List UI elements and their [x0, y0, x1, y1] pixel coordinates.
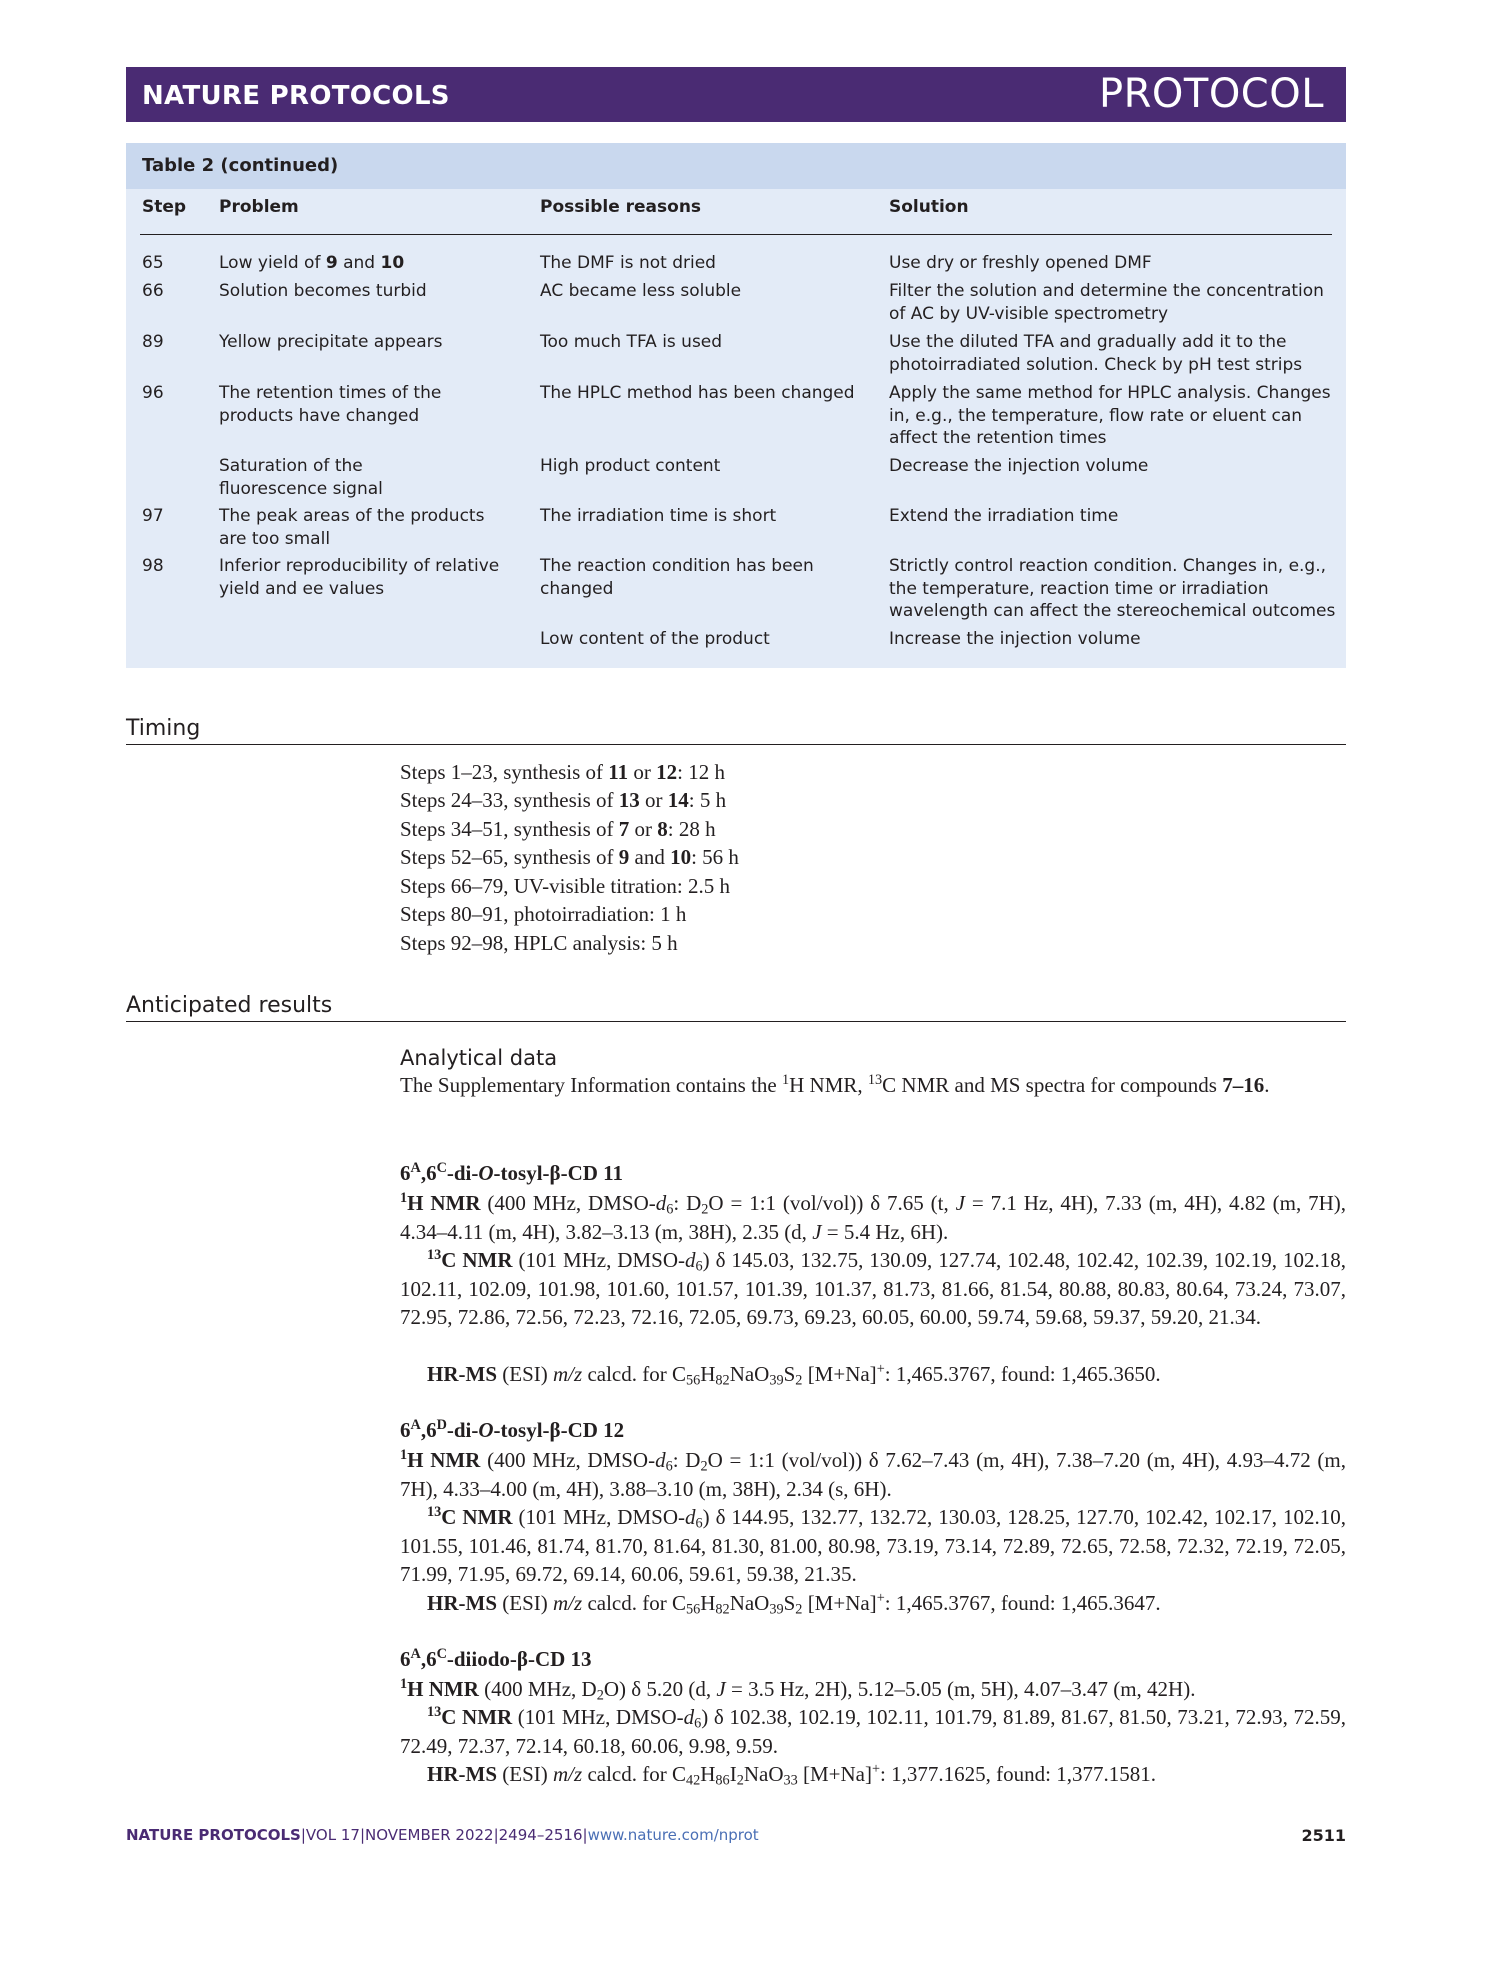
nmr-text: (400 MHz, D: [478, 1677, 597, 1701]
h-nmr-11: [400, 1189, 1346, 1246]
compound-ref: 9: [325, 253, 338, 273]
ms-text: : 1,377.1625, found: 1,377.1581.: [880, 1762, 1156, 1786]
superscript: C: [436, 1646, 447, 1663]
subscript: 6: [665, 1458, 673, 1475]
ms-text: H: [700, 1762, 716, 1786]
ms-text: NaO: [729, 1591, 770, 1615]
c-nmr-13: [400, 1703, 1346, 1760]
ms-text: [M+Na]: [802, 1362, 877, 1386]
subscript: 39: [769, 1601, 784, 1618]
column-header-reasons: Possible reasons: [540, 197, 702, 217]
compound-ref: 10: [380, 253, 405, 273]
timing-line: [400, 760, 725, 785]
compound-ref: 9: [618, 845, 630, 869]
ms-text: (ESI): [497, 1591, 553, 1615]
superscript: +: [872, 1761, 881, 1778]
table-cell-problem: The retention times of the products have changed: [219, 383, 442, 426]
footer-separator: |: [300, 1826, 306, 1844]
compound-number: 11: [603, 1161, 624, 1185]
title-text: ,6: [420, 1647, 437, 1671]
superscript: 13: [427, 1247, 442, 1264]
table-cell-problem: The peak areas of the products are too small: [219, 506, 485, 549]
table-caption-bar: [126, 143, 1346, 189]
superscript: 1: [400, 1190, 408, 1207]
table-cell-solution: Increase the injection volume: [889, 629, 1141, 649]
timing-line: Steps 66–79, UV-visible titration: 2.5 h: [400, 874, 730, 898]
footer-pages: 2494–2516: [498, 1826, 583, 1844]
intro-text: H NMR,: [789, 1073, 868, 1097]
subscript: 56: [685, 1372, 701, 1389]
title-text: -tosyl-β-CD: [493, 1418, 604, 1442]
troubleshooting-table: [126, 143, 1346, 668]
intro-text: The Supplementary Information contains the: [400, 1073, 782, 1097]
ms-text: I: [729, 1762, 737, 1786]
subscript: 2: [700, 1458, 708, 1475]
table-cell-step: 97: [142, 506, 164, 526]
nmr-text: : D: [672, 1448, 701, 1472]
timing-text: Steps 1–23, synthesis of: [400, 760, 609, 784]
compound-ref: 14: [667, 788, 689, 812]
table-cell-reason: Too much TFA is used: [540, 332, 723, 352]
table-cell-reason: High product content: [540, 456, 721, 476]
compound-range: 7–16: [1222, 1073, 1265, 1097]
ms-text: NaO: [729, 1362, 770, 1386]
column-header-solution: Solution: [889, 197, 969, 217]
nmr-text: ) δ 102.38, 102.19, 102.11, 101.79, 81.89, 81.67, 81.50, 73.21, 72.93, 72.59, 72.49, 72.37, 72.14, 60.18, 60.06, 9.98, 9.59.: [400, 1705, 1347, 1758]
compound-ref: 8: [657, 817, 668, 841]
table-cell-reason: The DMF is not dried: [540, 253, 716, 273]
timing-line: [400, 845, 739, 870]
subscript: 86: [715, 1772, 730, 1789]
table-cell-solution: Strictly control reaction condition. Changes in, e.g., the temperature, reaction time or irradiation wavelength can affect the stereochemical outcomes: [889, 556, 1336, 621]
nmr-label: C NMR: [441, 1505, 513, 1529]
timing-heading: Timing: [126, 716, 201, 741]
italic: J: [812, 1219, 822, 1244]
subscript: 82: [715, 1601, 730, 1618]
problem-text: Low yield of: [219, 253, 326, 273]
footer-separator: |: [359, 1826, 365, 1844]
ms-text: calcd. for C: [582, 1362, 686, 1386]
ms-text: : 1,465.3767, found: 1,465.3650.: [884, 1362, 1161, 1386]
superscript: A: [410, 1160, 421, 1177]
superscript: A: [410, 1646, 421, 1663]
footer-separator: |: [493, 1826, 499, 1844]
title-text: -diiodo-β-CD: [446, 1647, 571, 1671]
table-cell-solution: Use the diluted TFA and gradually add it to the photoirradiated solution. Check by pH test strips: [889, 332, 1303, 375]
journal-name: NATURE PROTOCOLS: [142, 81, 450, 111]
intro-text: .: [1264, 1073, 1270, 1097]
superscript: 13: [427, 1504, 442, 1521]
table-cell-problem: Inferior reproducibility of relative yield and ee values: [219, 556, 500, 599]
compound-title-11: [400, 1161, 623, 1186]
timing-text: Steps 24–33, synthesis of: [400, 788, 619, 812]
nmr-label: C NMR: [441, 1248, 513, 1272]
ms-text: calcd. for C: [582, 1591, 686, 1615]
table-cell-problem: Yellow precipitate appears: [219, 332, 443, 352]
superscript: D: [436, 1417, 447, 1434]
c-nmr-12: [400, 1503, 1346, 1589]
analytical-data-heading: Analytical data: [400, 1046, 558, 1070]
subscript: 2: [795, 1601, 803, 1618]
table-cell-problem: [219, 252, 519, 275]
subscript: 82: [715, 1372, 730, 1389]
table-cell-solution: Decrease the injection volume: [889, 456, 1149, 476]
nmr-text: O) δ 5.20 (d,: [603, 1677, 717, 1701]
table-cell-solution: Use dry or freshly opened DMF: [889, 253, 1152, 273]
nmr-text: ) δ 145.03, 132.75, 130.09, 127.74, 102.48, 102.42, 102.39, 102.19, 102.18, 102.11, 102.09, 101.98, 101.60, 101.57, 101.39, 101.37, 81.73, 81.66, 81.54, 80.88, 80.83, 80.64, 73.24, 73.07, 72.95, 72.86, 72.56, 72.23, 72.16, 72.05, 69.73, 69.23, 60.05, 60.00, 59.74, 59.68, 59.37, 59.20, 21.34.: [400, 1248, 1347, 1329]
c-nmr-11: [400, 1246, 1346, 1332]
subscript: 6: [695, 1258, 703, 1275]
nmr-text: (400 MHz, DMSO-: [480, 1191, 656, 1215]
superscript: 1: [400, 1676, 408, 1693]
timing-text: : 28 h: [667, 817, 716, 841]
timing-text: Steps 52–65, synthesis of: [400, 845, 619, 869]
ms-text: [M+Na]: [797, 1762, 872, 1786]
ms-text: [M+Na]: [802, 1591, 877, 1615]
italic: J: [716, 1677, 726, 1701]
title-text: ,6: [420, 1418, 437, 1442]
column-header-problem: Problem: [219, 197, 299, 217]
superscript: C: [436, 1160, 447, 1177]
italic: d: [684, 1248, 696, 1272]
italic: d: [683, 1705, 695, 1729]
superscript: 1: [400, 1447, 408, 1464]
footer-date: NOVEMBER 2022: [365, 1826, 494, 1844]
nmr-text: (101 MHz, DMSO-: [512, 1705, 684, 1729]
italic-o: O: [478, 1418, 494, 1442]
hrms-13: [400, 1760, 1346, 1789]
timing-text: : 12 h: [677, 760, 725, 784]
table-cell-reason: The HPLC method has been changed: [540, 383, 855, 403]
nmr-text: (400 MHz, DMSO-: [480, 1448, 656, 1472]
ms-text: (ESI): [497, 1362, 553, 1386]
italic: m/z: [553, 1762, 583, 1786]
ms-text: : 1,465.3767, found: 1,465.3647.: [884, 1591, 1161, 1615]
journal-header-bar: [126, 67, 1346, 122]
ms-text: calcd. for C: [582, 1762, 686, 1786]
page-number: 2511: [1301, 1826, 1346, 1845]
timing-text: : 56 h: [691, 845, 739, 869]
h-nmr-12: [400, 1446, 1346, 1503]
timing-text: : 5 h: [688, 788, 727, 812]
nmr-text: = 7.1 Hz, 4H), 7.33 (m, 4H), 4.82 (m, 7H), 4.34–4.11 (m, 4H), 3.82–3.13 (m, 38H), 2.35 (d,: [400, 1191, 1346, 1244]
table-cell-step: 89: [142, 332, 164, 352]
superscript: 13: [867, 1072, 883, 1089]
table-cell-reason: The irradiation time is short: [540, 506, 777, 526]
timing-line: [400, 788, 726, 813]
hrms-12: [400, 1589, 1346, 1618]
timing-text: and: [629, 845, 671, 869]
italic: J: [955, 1191, 965, 1215]
anticipated-results-rule: [126, 1021, 1346, 1022]
table-cell-reason: AC became less soluble: [540, 281, 742, 301]
subscript: 6: [695, 1515, 703, 1532]
compound-ref: 10: [670, 845, 692, 869]
table-cell-problem: Saturation of the fluorescence signal: [219, 456, 383, 499]
timing-text: or: [639, 788, 668, 812]
subscript: 39: [769, 1372, 784, 1389]
table-cell-step: 66: [142, 281, 164, 301]
compound-number: 12: [603, 1418, 625, 1442]
title-text: 6: [400, 1161, 411, 1185]
nmr-label: H NMR: [407, 1191, 481, 1215]
subscript: 33: [783, 1772, 798, 1789]
footer-url-link[interactable]: www.nature.com/nprot: [587, 1826, 759, 1844]
italic: d: [655, 1191, 667, 1215]
table-cell-reason: Low content of the product: [540, 629, 770, 649]
ms-text: S: [783, 1591, 796, 1615]
table-header-rule: [140, 234, 1332, 235]
footer-separator: |: [582, 1826, 588, 1844]
ms-text: H: [700, 1591, 716, 1615]
hrms-11: [400, 1360, 1346, 1389]
superscript: +: [876, 1361, 885, 1378]
table-caption: Table 2 (continued): [142, 155, 339, 176]
timing-rule: [126, 744, 1346, 745]
nmr-text: (101 MHz, DMSO-: [512, 1505, 685, 1529]
nmr-text: : D: [673, 1191, 702, 1215]
timing-text: or: [628, 760, 657, 784]
subscript: 2: [596, 1687, 604, 1704]
title-text: 6: [400, 1418, 411, 1442]
nmr-label: C NMR: [441, 1705, 513, 1729]
footer-journal: NATURE PROTOCOLS: [126, 1826, 301, 1844]
subscript: 42: [685, 1772, 701, 1789]
italic: d: [684, 1505, 696, 1529]
italic-o: O: [478, 1161, 494, 1185]
italic: m/z: [553, 1362, 583, 1386]
footer-volume: VOL 17: [305, 1826, 360, 1844]
subscript: 2: [701, 1201, 709, 1218]
superscript: 13: [427, 1704, 442, 1721]
analytical-intro: [400, 1071, 1346, 1100]
compound-ref: 7: [618, 817, 630, 841]
subscript: 56: [685, 1601, 701, 1618]
compound-ref: 13: [618, 788, 640, 812]
ms-label: HR-MS: [427, 1591, 497, 1615]
superscript: +: [876, 1590, 885, 1607]
italic: d: [655, 1448, 666, 1472]
anticipated-results-heading: Anticipated results: [126, 993, 333, 1018]
nmr-label: H NMR: [407, 1677, 479, 1701]
subscript: 2: [736, 1772, 744, 1789]
article-type: PROTOCOL: [1098, 71, 1324, 117]
page-footer: [126, 1826, 1346, 1844]
nmr-label: H NMR: [407, 1448, 481, 1472]
ms-text: NaO: [743, 1762, 784, 1786]
timing-line: Steps 80–91, photoirradiation: 1 h: [400, 902, 687, 926]
nmr-text: O = 1:1 (vol/vol)) δ 7.62–7.43 (m, 4H), 7.38–7.20 (m, 4H), 4.93–4.72 (m, 7H), 4.33–4.00 (m, 4H), 3.88–3.10 (m, 38H), 2.34 (s, 6H).: [400, 1448, 1346, 1501]
h-nmr-13: [400, 1675, 1346, 1704]
title-text: 6: [400, 1647, 411, 1671]
timing-text: or: [629, 817, 658, 841]
timing-line: [400, 817, 716, 842]
table-cell-solution: Extend the irradiation time: [889, 506, 1119, 526]
table-cell-problem: Solution becomes turbid: [219, 281, 427, 301]
superscript: A: [410, 1417, 421, 1434]
timing-line: Steps 92–98, HPLC analysis: 5 h: [400, 931, 678, 955]
table-cell-solution: Apply the same method for HPLC analysis. Changes in, e.g., the temperature, flow rate or eluent can affect the retention times: [889, 383, 1331, 448]
timing-text: Steps 34–51, synthesis of: [400, 817, 619, 841]
title-text: -tosyl-β-CD: [493, 1161, 604, 1185]
title-text: ,6: [420, 1161, 437, 1185]
compound-ref: 11: [608, 760, 629, 784]
compound-ref: 12: [656, 760, 678, 784]
nmr-text: (101 MHz, DMSO-: [512, 1248, 685, 1272]
intro-text: C NMR and MS spectra for compounds: [882, 1073, 1223, 1097]
ms-label: HR-MS: [427, 1362, 497, 1386]
italic: m/z: [553, 1591, 583, 1615]
subscript: 2: [795, 1372, 803, 1389]
compound-title-12: [400, 1418, 624, 1443]
table-cell-solution: Filter the solution and determine the concentration of AC by UV-visible spectrometry: [889, 281, 1324, 324]
nmr-text: ) δ 144.95, 132.77, 132.72, 130.03, 128.25, 127.70, 102.42, 102.17, 102.10, 101.55, 101.46, 81.74, 81.70, 81.64, 81.30, 81.00, 80.98, 73.19, 73.14, 72.89, 72.65, 72.58, 72.32, 72.19, 72.05, 71.99, 71.95, 69.72, 69.14, 60.06, 59.61, 59.38, 21.35.: [400, 1505, 1347, 1586]
ms-text: S: [783, 1362, 796, 1386]
subscript: 6: [666, 1201, 674, 1218]
table-cell-step: 96: [142, 383, 164, 403]
ms-text: (ESI): [497, 1762, 553, 1786]
title-text: -di-: [446, 1161, 479, 1185]
subscript: 6: [694, 1715, 702, 1732]
column-header-step: Step: [142, 197, 187, 217]
nmr-text: = 5.4 Hz, 6H).: [821, 1219, 949, 1244]
table-cell-step: 65: [142, 253, 164, 273]
table-cell-reason: The reaction condition has been changed: [540, 556, 814, 599]
ms-label: HR-MS: [427, 1762, 497, 1786]
compound-number: 13: [570, 1647, 592, 1671]
nmr-text: = 3.5 Hz, 2H), 5.12–5.05 (m, 5H), 4.07–3.47 (m, 42H).: [725, 1677, 1196, 1701]
compound-title-13: [400, 1647, 592, 1672]
table-cell-step: 98: [142, 556, 164, 576]
ms-text: H: [700, 1362, 716, 1386]
nmr-text: O = 1:1 (vol/vol)) δ 7.65 (t,: [708, 1191, 956, 1215]
title-text: -di-: [446, 1418, 479, 1442]
superscript: 1: [781, 1072, 790, 1089]
problem-text: and: [337, 253, 381, 273]
